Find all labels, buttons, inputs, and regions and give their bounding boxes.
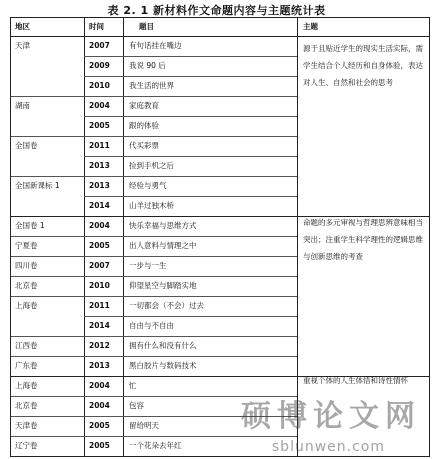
table-title: 表 2. 1 新材料作文命题内容与主题统计表: [107, 4, 326, 17]
cell-topic: 经验与勇气: [129, 181, 167, 190]
cell-topic: 有句话挂在嘴边: [129, 41, 182, 50]
cell-year: 2005: [89, 441, 110, 450]
cell-year: 2004: [89, 401, 110, 410]
cell-topic: 代买彩票: [129, 141, 159, 150]
cell-year: 2007: [89, 41, 110, 50]
cell-region: 四川卷: [15, 261, 38, 270]
header-theme: 主题: [303, 22, 318, 31]
cell-topic: 出人意料与情理之中: [129, 241, 197, 250]
row-divider: [84, 196, 297, 197]
cell-year: 2010: [89, 281, 110, 290]
watermark-url: sblunwen.com: [271, 439, 385, 455]
cell-year: 2005: [89, 421, 110, 430]
cell-topic: 忙: [129, 381, 137, 390]
col-divider: [123, 18, 124, 456]
cell-year: 2007: [89, 261, 110, 270]
cell-year: 2013: [89, 161, 110, 170]
row-divider: [84, 56, 297, 57]
cell-region: 天津: [15, 41, 30, 50]
cell-region: 上海卷: [15, 381, 38, 390]
cell-topic: 跟的体验: [129, 121, 159, 130]
row-divider: [84, 156, 297, 157]
cell-topic: 快乐幸福与思维方式: [129, 221, 197, 230]
cell-year: 2009: [89, 61, 110, 70]
header-region: 地区: [15, 22, 30, 31]
cell-topic: 自由与不自由: [129, 321, 174, 330]
cell-topic: 我生活的世界: [129, 81, 174, 90]
cell-topic: 仰望星空与脚踏实地: [129, 281, 197, 290]
cell-topic: 捡到手机之后: [129, 161, 174, 170]
cell-topic: 山羊过独木桥: [129, 201, 174, 210]
table-header-row: [11, 18, 429, 37]
cell-region: 全国卷: [15, 141, 38, 150]
cell-year: 2011: [89, 301, 110, 310]
cell-year: 2011: [89, 141, 110, 150]
cell-year: 2012: [89, 341, 110, 350]
cell-year: 2013: [89, 361, 110, 370]
cell-topic: 我说 90 后: [129, 61, 166, 70]
col-divider: [84, 18, 85, 456]
cell-year: 2005: [89, 121, 110, 130]
cell-topic: 拥有什么和没有什么: [129, 341, 197, 350]
row-divider: [84, 76, 297, 77]
cell-year: 2004: [89, 101, 110, 110]
cell-topic: 黑白胶片与数码技术: [129, 361, 197, 370]
cell-year: 2014: [89, 201, 110, 210]
cell-year: 2014: [89, 321, 110, 330]
cell-topic: 一切都会（不会）过去: [129, 301, 204, 310]
cell-year: 2013: [89, 181, 110, 190]
cell-topic: 家庭教育: [129, 101, 159, 110]
cell-region: 宁夏卷: [15, 241, 38, 250]
theme-cell: 重视个体的人生体悟和诗性情怀: [303, 376, 408, 385]
cell-topic: 留给明天: [129, 421, 159, 430]
cell-topic: 一步与一生: [129, 261, 167, 270]
cell-topic: 包容: [129, 401, 144, 410]
cell-region: 江西卷: [15, 341, 38, 350]
header-topic: 题目: [139, 22, 154, 31]
theme-cell: 源于且贴近学生的现实生活实际，需学生结合个人经历和自身体验，表达对人生、自然和社会的思考: [303, 44, 423, 87]
watermark-logo: 硕博论文网: [241, 399, 421, 434]
cell-region: 湖南: [15, 101, 30, 110]
cell-year: 2004: [89, 381, 110, 390]
cell-region: 全国新课标 1: [15, 181, 60, 190]
header-time: 时间: [89, 22, 104, 31]
cell-year: 2004: [89, 221, 110, 230]
cell-year: 2005: [89, 241, 110, 250]
cell-year: 2010: [89, 81, 110, 90]
cell-region: 上海卷: [15, 301, 38, 310]
cell-region: 全国卷 1: [15, 221, 45, 230]
cell-region: 北京卷: [15, 401, 38, 410]
cell-region: 北京卷: [15, 281, 38, 290]
row-divider: [84, 116, 297, 117]
cell-topic: 一个花朵去年红: [129, 441, 182, 450]
cell-region: 天津卷: [15, 421, 38, 430]
cell-region: 广东卷: [15, 361, 38, 370]
cell-region: 辽宁卷: [15, 441, 38, 450]
theme-cell: 命题的多元审视与哲理思辨意味相当突出；注重学生科学理性的逻辑思维与创新思维的考查: [303, 218, 423, 261]
row-divider: [84, 316, 297, 317]
